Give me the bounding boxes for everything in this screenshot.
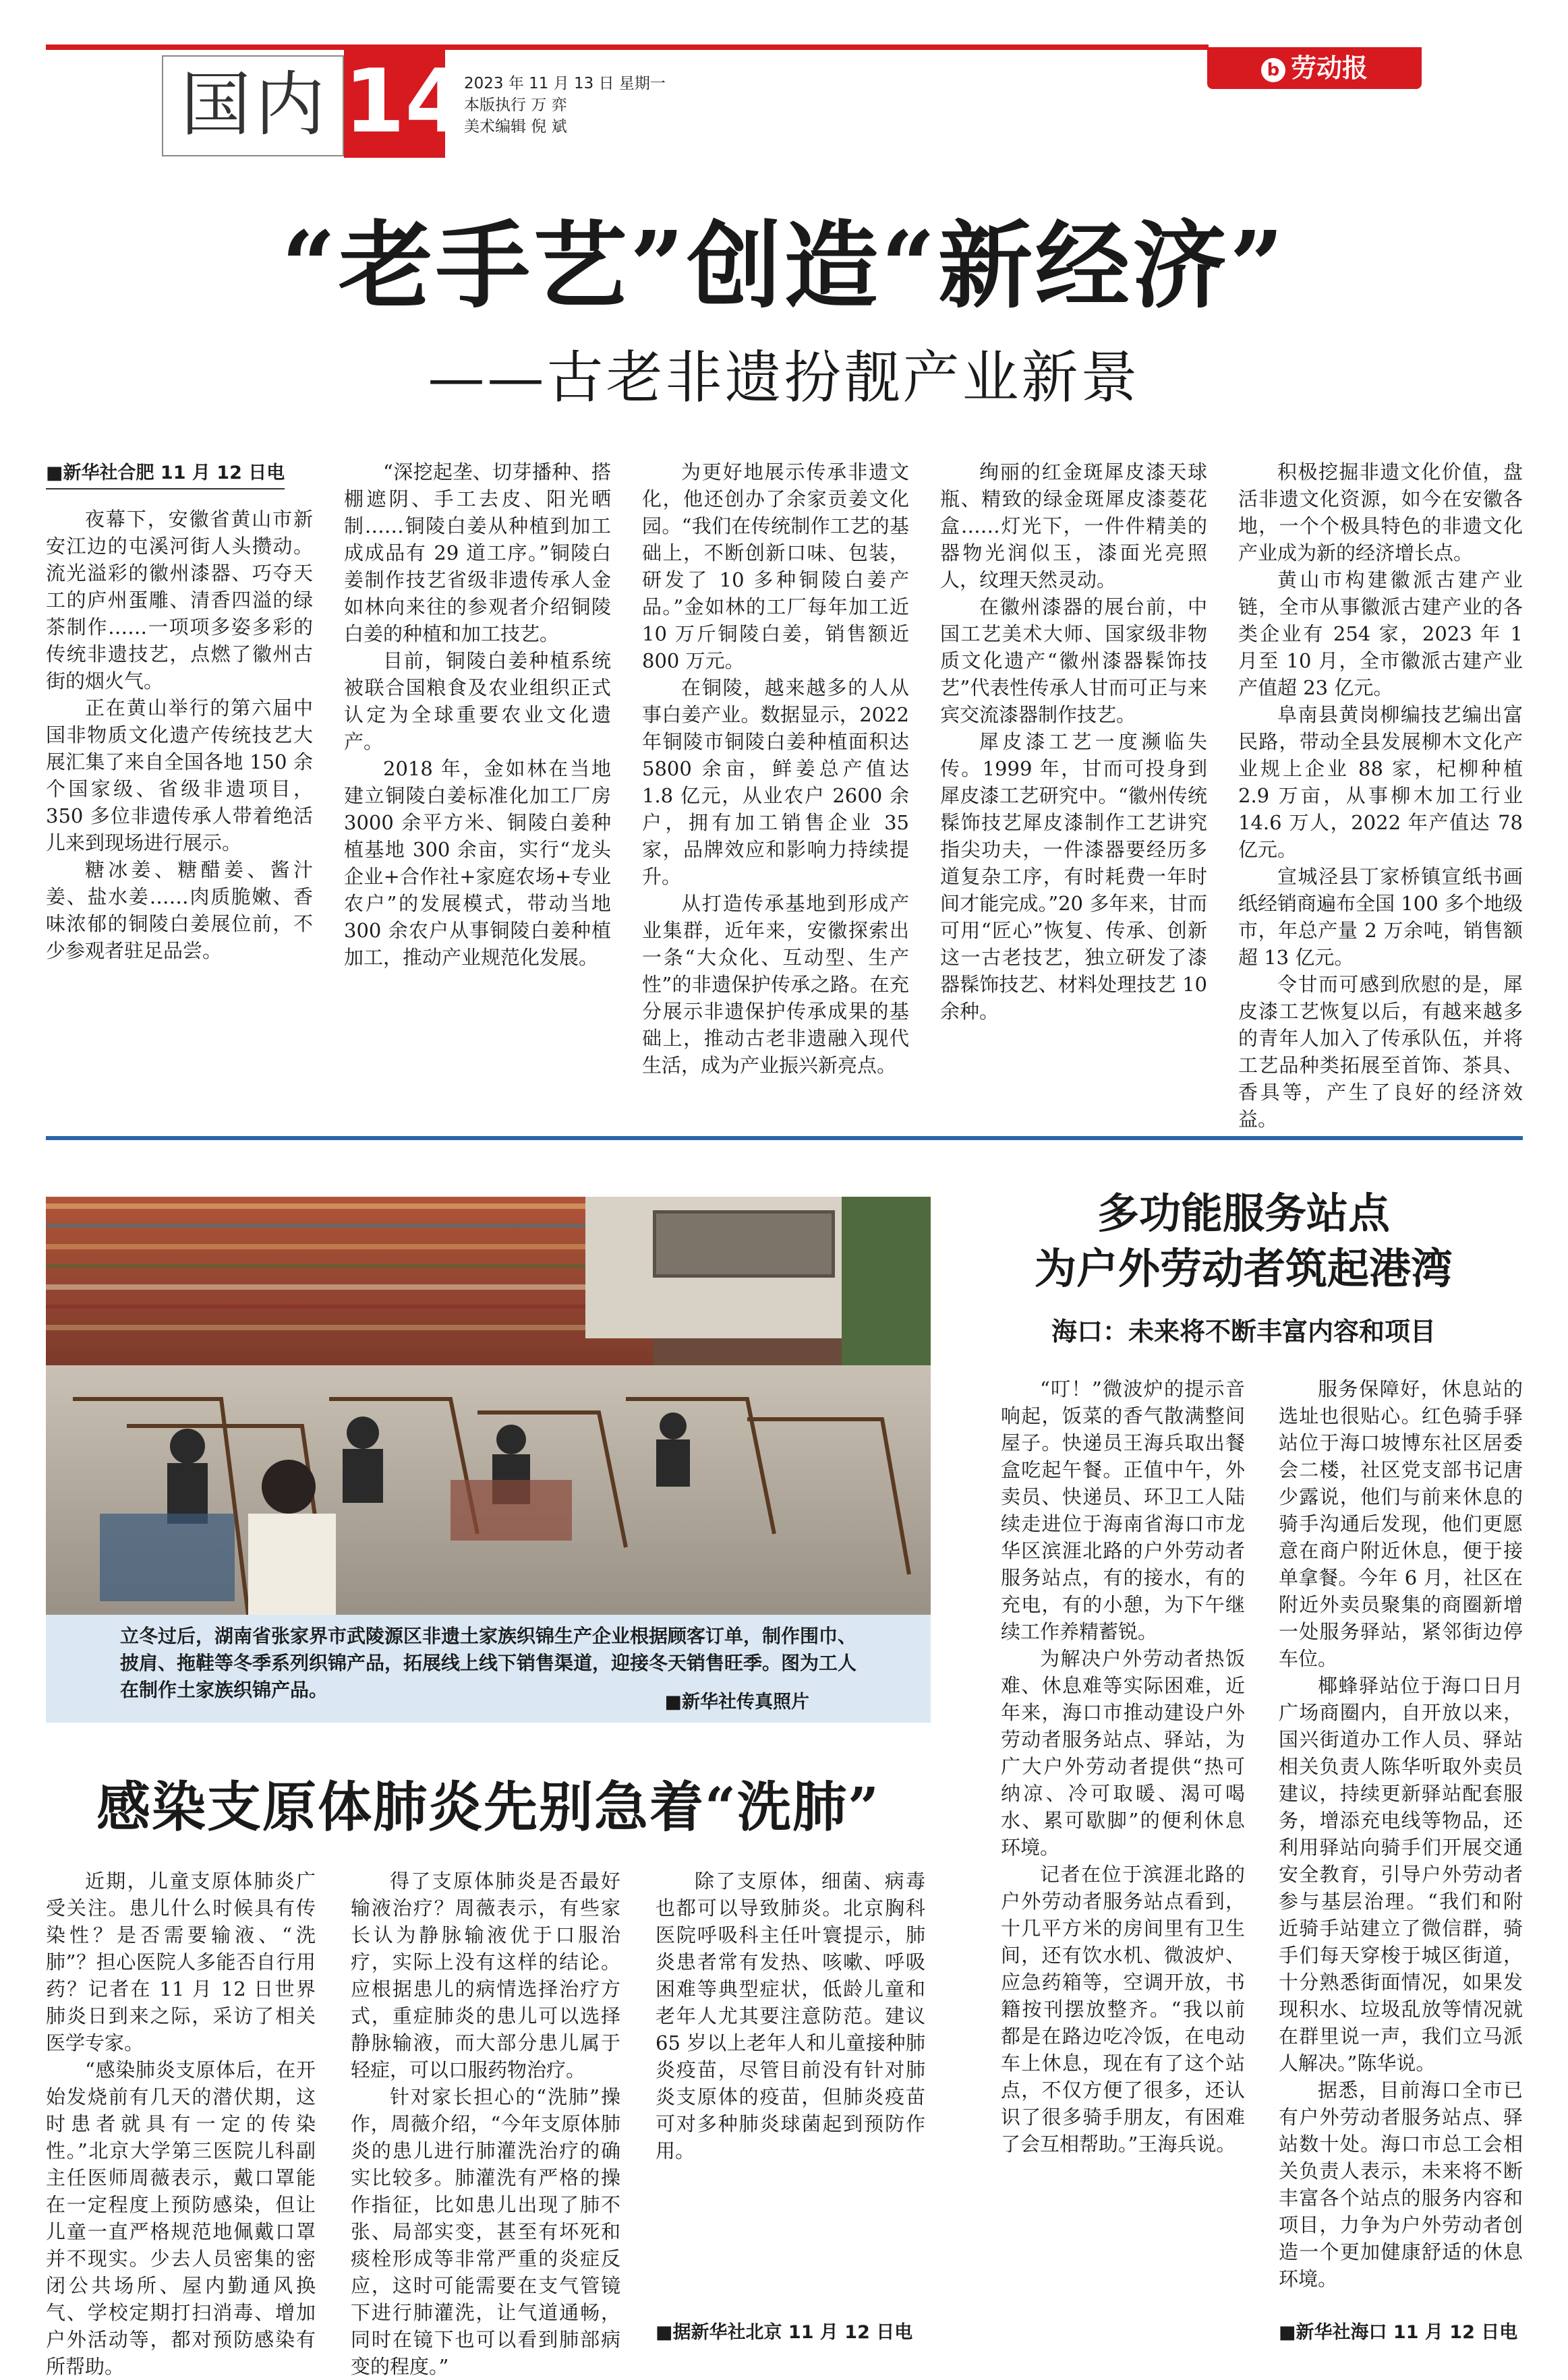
paragraph: 阜南县黄岗柳编技艺编出富民路，带动全县发展柳木文化产业规上企业 88 家，杞柳种植 2.9 万亩，从事柳木加工行业 14.6 万人，2022 年产值达 78 亿元。 — [1238, 703, 1523, 861]
lead-column-2 — [344, 458, 611, 1119]
paragraph: 记者在位于滨涯北路的户外劳动者服务站点看到，十几平方米的房间里有卫生间，还有饮水机、微波炉、应急药箱等，空调开放，书籍按刊摆放整齐。“我以前都是在路边吃冷饭，在电动车上休息，现在有了这个站点，不仅方便了很多，还认识了很多骑手朋友，有困难了会互相帮助。”王海兵说。 — [1001, 1863, 1245, 2155]
paragraph: 得了支原体肺炎是否最好输液治疗？周薇表示，有些家长认为静脉输液优于口服治疗，实际上没有这样的结论。应根据患儿的病情选择治疗方式，重症肺炎的患儿可以选择静脉输液，而大部分患儿属于轻症，可以口服药物治疗。 — [351, 1870, 620, 2081]
issue-date: 2023 年 11 月 13 日 星期一 — [464, 75, 666, 92]
art-editor: 美术编辑 倪 斌 — [464, 118, 567, 136]
lead-dateline: ■新华社合肥 11 月 12 日电 — [46, 460, 285, 489]
paragraph: 在铜陵，越来越多的人从事白姜产业。数据显示，2022 年铜陵市铜陵白姜种植面积达 5800 余亩，鲜姜总产值达 1.8 亿元，从业农户 2600 余户，拥有加工销售企业 35 家，品牌效应和影响力持续提升。 — [642, 676, 909, 888]
paragraph: 正在黄山举行的第六届中国非物质文化遗产传统技艺大展汇集了来自全国各地 150 余个国家级、省级非遗项目，350 多位非遗传承人带着绝活儿来到现场进行展示。 — [46, 696, 313, 854]
logo-text: 劳动报 — [1290, 53, 1368, 83]
lead-column-4 — [940, 458, 1207, 1119]
photo-caption-box — [46, 1615, 931, 1723]
paragraph: 积极挖掘非遗文化价值，盘活非遗文化资源，如今在安徽各地，一个个极具特色的非遗文化产业成为新的经济增长点。 — [1238, 460, 1523, 564]
lung-endline-box — [656, 2319, 925, 2346]
lung-column-2 — [351, 1868, 620, 2378]
paragraph: 绚丽的红金斑犀皮漆天球瓶、精致的绿金斑犀皮漆菱花盒……灯光下，一件件精美的器物光润似玉，漆面光亮照人，纹理天然灵动。 — [940, 460, 1207, 591]
paragraph: 夜幕下，安徽省黄山市新安江边的屯溪河街人头攒动。流光溢彩的徽州漆器、巧夺天工的庐州蛋雕、清香四溢的绿茶制作……一项项多姿多彩的传统非遗技艺，点燃了徽州古街的烟火气。 — [46, 508, 313, 692]
logo-b-icon: b — [1261, 58, 1285, 82]
page-editor: 本版执行 万 弈 — [464, 96, 567, 114]
paragraph: 据悉，目前海口全市已有户外劳动者服务站点、驿站数十处。海口市总工会相关负责人表示，未来将不断丰富各个站点的服务内容和项目，力争为户外劳动者创造一个更加健康舒适的休息环境。 — [1279, 2079, 1523, 2290]
lead-column-1 — [46, 458, 313, 1119]
photo-illustration — [46, 1197, 931, 1615]
station-headline-line-2: 为户外劳动者筑起港湾 — [1034, 1244, 1453, 1293]
lung-headline: 感染支原体肺炎先别急着“洗肺” — [96, 1775, 881, 1839]
page-number: 14 — [344, 44, 445, 158]
paragraph: 目前，铜陵白姜种植系统被联合国粮食及农业组织正式认定为全球重要农业文化遗产。 — [344, 649, 611, 753]
newspaper-logo — [1207, 47, 1422, 89]
station-column-2 — [1279, 1375, 1523, 2316]
lead-subheadline: ——古老非遗扮靓产业新景 — [428, 345, 1140, 411]
paragraph: 椰蜂驿站位于海口日月广场商圈内，自开放以来，国兴街道办工作人员、驿站相关负责人陈华听取外卖员建议，持续更新驿站配套服务，增添充电线等物品，还利用驿站向骑手们开展交通安全教育，引导户外劳动者参与基层治理。“我们和附近骑手站建立了微信群，骑手们每天穿梭于城区街道，十分熟悉街面情况，如果发现积水、垃圾乱放等情况就在群里说一声，我们立马派人解决。”陈华说。 — [1279, 1674, 1523, 2075]
paragraph: 从打造传承基地到形成产业集群，近年来，安徽探索出一条“大众化、互动型、生产性”的非遗保护传承之路。在充分展示非遗保护传承成果的基础上，推动古老非遗融入现代生活，成为产业振兴新亮点。 — [642, 892, 909, 1077]
lead-column-3 — [642, 458, 909, 1119]
section-divider — [46, 1136, 1523, 1140]
lead-headline: “老手艺”创造“新经济” — [281, 211, 1287, 322]
station-column-1 — [1001, 1375, 1245, 2316]
station-subheadline: 海口：未来将不断丰富内容和项目 — [1051, 1317, 1436, 1346]
paragraph: 宣城泾县丁家桥镇宣纸书画纸经销商遍布全国 100 多个地级市，年总产量 2 万余吨，销售额超 13 亿元。 — [1238, 865, 1523, 969]
top-red-rule — [46, 44, 1209, 50]
station-endline: ■新华社海口 11 月 12 日电 — [1279, 2322, 1518, 2343]
paragraph: 犀皮漆工艺一度濒临失传。1999 年，甘而可投身到犀皮漆工艺研究中。“徽州传统髹饰技艺犀皮漆制作工艺讲究指尖功夫，一件漆器要经历多道复杂工序，有时耗费一年时间才能完成。”20 多年来，甘而可用“匠心”恢复、传承、创新这一古老技艺，独立研发了漆器髹饰技艺、材料处理技艺 10 余种。 — [940, 730, 1207, 1023]
station-endline-box — [1279, 2319, 1523, 2346]
paragraph: 令甘而可感到欣慰的是，犀皮漆工艺恢复以后，有越来越多的青年人加入了传承队伍，并将工艺品种类拓展至首饰、茶具、香具等，产生了良好的经济效益。 — [1238, 973, 1523, 1131]
photo-caption: 立冬过后，湖南省张家界市武陵源区非遗土家族织锦生产企业根据顾客订单，制作围巾、披肩、拖鞋等冬季系列织锦产品，拓展线上线下销售渠道，迎接冬天销售旺季。图为工人在制作土家族织锦产品。 — [120, 1625, 857, 1701]
photo-credit: ■新华社传真照片 — [664, 1692, 809, 1713]
paragraph: “深挖起垄、切芽播种、搭棚遮阴、手工去皮、阳光晒制……铜陵白姜从种植到加工成成品有 29 道工序。”铜陵白姜制作技艺省级非遗传承人金如林向来往的参观者介绍铜陵白姜的种植和加工技艺。 — [344, 460, 611, 645]
paragraph: 2018 年，金如林在当地建立铜陵白姜标准化加工厂房 3000 余平方米、铜陵白姜种植基地 300 余亩，实行“龙头企业+合作社+家庭农场+专业农户”的发展模式，带动当地 300 余农户从事铜陵白姜种植加工，推动产业规范化发展。 — [344, 757, 611, 969]
lung-endline: ■据新华社北京 11 月 12 日电 — [656, 2322, 913, 2343]
paragraph: 服务保障好，休息站的选址也很贴心。红色骑手驿站位于海口坡博东社区居委会二楼，社区党支部书记唐少露说，他们与前来休息的骑手沟通后发现，他们更愿意在商户附近休息，便于接单拿餐。今年 6 月，社区在附近外卖员聚集的商圈新增一处服务驿站，紧邻街边停车位。 — [1279, 1377, 1523, 1670]
section-name: 国内 — [181, 63, 330, 146]
lead-column-5 — [1238, 458, 1523, 1131]
paragraph: 针对家长担心的“洗肺”操作，周薇介绍，“今年支原体肺炎的患儿进行肺灌洗治疗的确实比较多。肺灌洗有严格的操作指征，比如患儿出现了肺不张、局部实变，甚至有坏死和痰栓形成等非常严重的炎症反应，这时可能需要在支气管镜下进行肺灌洗，让气道通畅，同时在镜下也可以看到肺部病变的程度。” — [351, 2085, 620, 2378]
paragraph: 为解决户外劳动者热饭难、休息难等实际困难，近年来，海口市推动建设户外劳动者服务站点、驿站，为广大户外劳动者提供“热可纳凉、冷可取暖、渴可喝水、累可歇脚”的便利休息环境。 — [1001, 1647, 1245, 1859]
paragraph: 除了支原体，细菌、病毒也都可以导致肺炎。北京胸科医院呼吸科主任叶寰提示，肺炎患者常有发热、咳嗽、呼吸困难等典型症状，低龄儿童和老年人尤其要注意防范。建议 65 岁以上老年人和儿童接种肺炎疫苗，尽管目前没有针对肺炎支原体的疫苗，但肺炎疫苗可对多种肺炎球菌起到预防作用。 — [656, 1870, 925, 2162]
lung-column-3 — [656, 1868, 925, 2333]
station-headline-line-1: 多功能服务站点 — [1097, 1189, 1390, 1238]
weaving-workshop-photo — [46, 1197, 931, 1615]
paragraph: 在徽州漆器的展台前，中国工艺美术大师、国家级非物质文化遗产“徽州漆器髹饰技艺”代表性传承人甘而可正与来宾交流漆器制作技艺。 — [940, 595, 1207, 726]
paragraph: 近期，儿童支原体肺炎广受关注。患儿什么时候具有传染性？是否需要输液、“洗肺”？担心医院人多能否自行用药？记者在 11 月 12 日世界肺炎日到来之际，采访了相关医学专家。 — [46, 1870, 316, 2054]
paragraph: 为更好地展示传承非遗文化，他还创办了余家贡姜文化园。“我们在传统制作工艺的基础上，不断创新口味、包装，研发了 10 多种铜陵白姜产品。”金如林的工厂每年加工近 10 万斤铜陵白姜，销售额近 800 万元。 — [642, 460, 909, 672]
paragraph: “叮！”微波炉的提示音响起，饭菜的香气散满整间屋子。快递员王海兵取出餐盒吃起午餐。正值中午，外卖员、快递员、环卫工人陆续走进位于海南省海口市龙华区滨涯北路的户外劳动者服务站点，有的接水，有的充电，有的小憩，为下午继续工作养精蓄锐。 — [1001, 1377, 1245, 1643]
paragraph: 黄山市构建徽派古建产业链，全市从事徽派古建产业的各类企业有 254 家，2023 年 1 月至 10 月，全市徽派古建产业产值超 23 亿元。 — [1238, 568, 1523, 699]
paragraph: “感染肺炎支原体后，在开始发烧前有几天的潜伏期，这时患者就具有一定的传染性。”北京大学第三医院儿科副主任医师周薇表示，戴口罩能在一定程度上预防感染，但让儿童一直严格规范地佩戴口罩并不现实。少去人员密集的密闭公共场所、屋内勤通风换气、学校定期打扫消毒、增加户外活动等，都对预防感染有所帮助。 — [46, 2058, 316, 2378]
lung-column-1 — [46, 1868, 316, 2378]
paragraph: 糖冰姜、糖醋姜、酱汁姜、盐水姜……肉质脆嫩、香味浓郁的铜陵白姜展位前，不少参观者驻足品尝。 — [46, 858, 313, 962]
